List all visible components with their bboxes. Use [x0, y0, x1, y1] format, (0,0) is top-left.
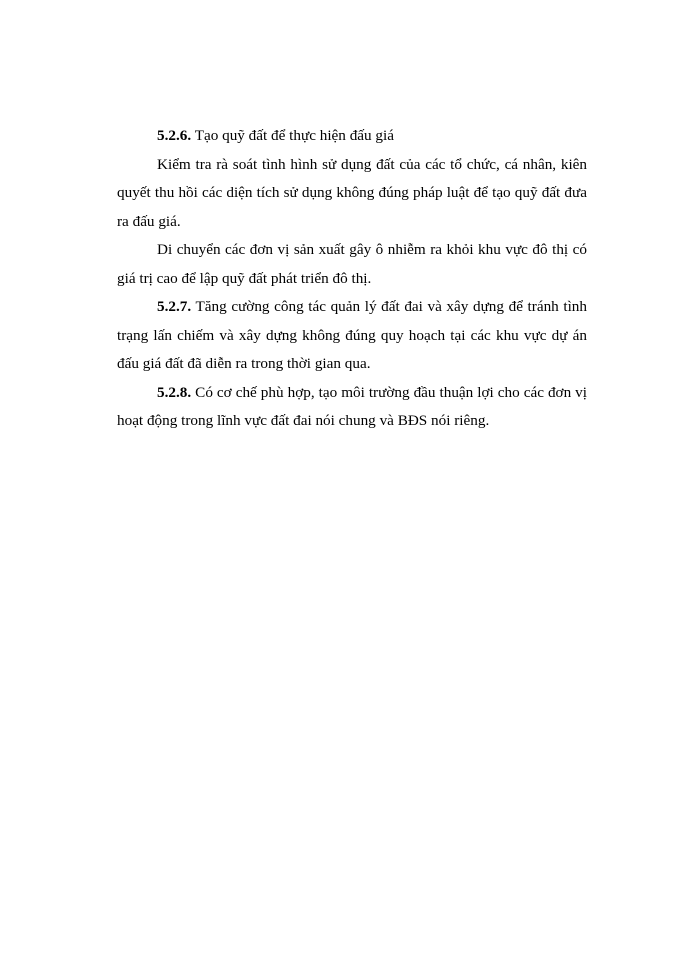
paragraph-5-2-8	[117, 379, 587, 436]
paragraph-text: Tạo quỹ đất để thực hiện đấu giá	[191, 127, 394, 144]
paragraph-text: Di chuyển các đơn vị sản xuất gây ô nhiễm ra khỏi khu vực đô thị có giá trị cao để lập quỹ đất phát triển đô thị.	[117, 241, 587, 287]
paragraph-5-2-7	[117, 293, 587, 379]
section-number: 5.2.7.	[157, 298, 192, 315]
paragraph-text: Kiểm tra rà soát tình hình sử dụng đất của các tổ chức, cá nhân, kiên quyết thu hồi các diện tích sử dụng không đúng pháp luật để tạo quỹ đất đưa ra đấu giá.	[117, 155, 587, 230]
paragraph-di-chuyen	[117, 236, 587, 293]
paragraph-text: Tăng cường công tác quản lý đất đai và xây dựng để tránh tình trạng lấn chiếm và xây dựng không đúng quy hoạch tại các khu vực dự án đấu giá đất đã diễn ra trong thời gian qua.	[117, 298, 587, 372]
document-page	[117, 122, 587, 436]
section-number: 5.2.8.	[157, 383, 192, 401]
paragraph-text: Có cơ chế phù hợp, tạo môi trường đầu thuận lợi cho các đơn vị hoạt động trong lĩnh vực đất đai nói chung và BĐS nói riêng.	[117, 383, 587, 429]
section-number: 5.2.6.	[157, 127, 192, 144]
paragraph-5-2-6	[117, 122, 587, 151]
paragraph-kiem-tra	[117, 151, 587, 237]
